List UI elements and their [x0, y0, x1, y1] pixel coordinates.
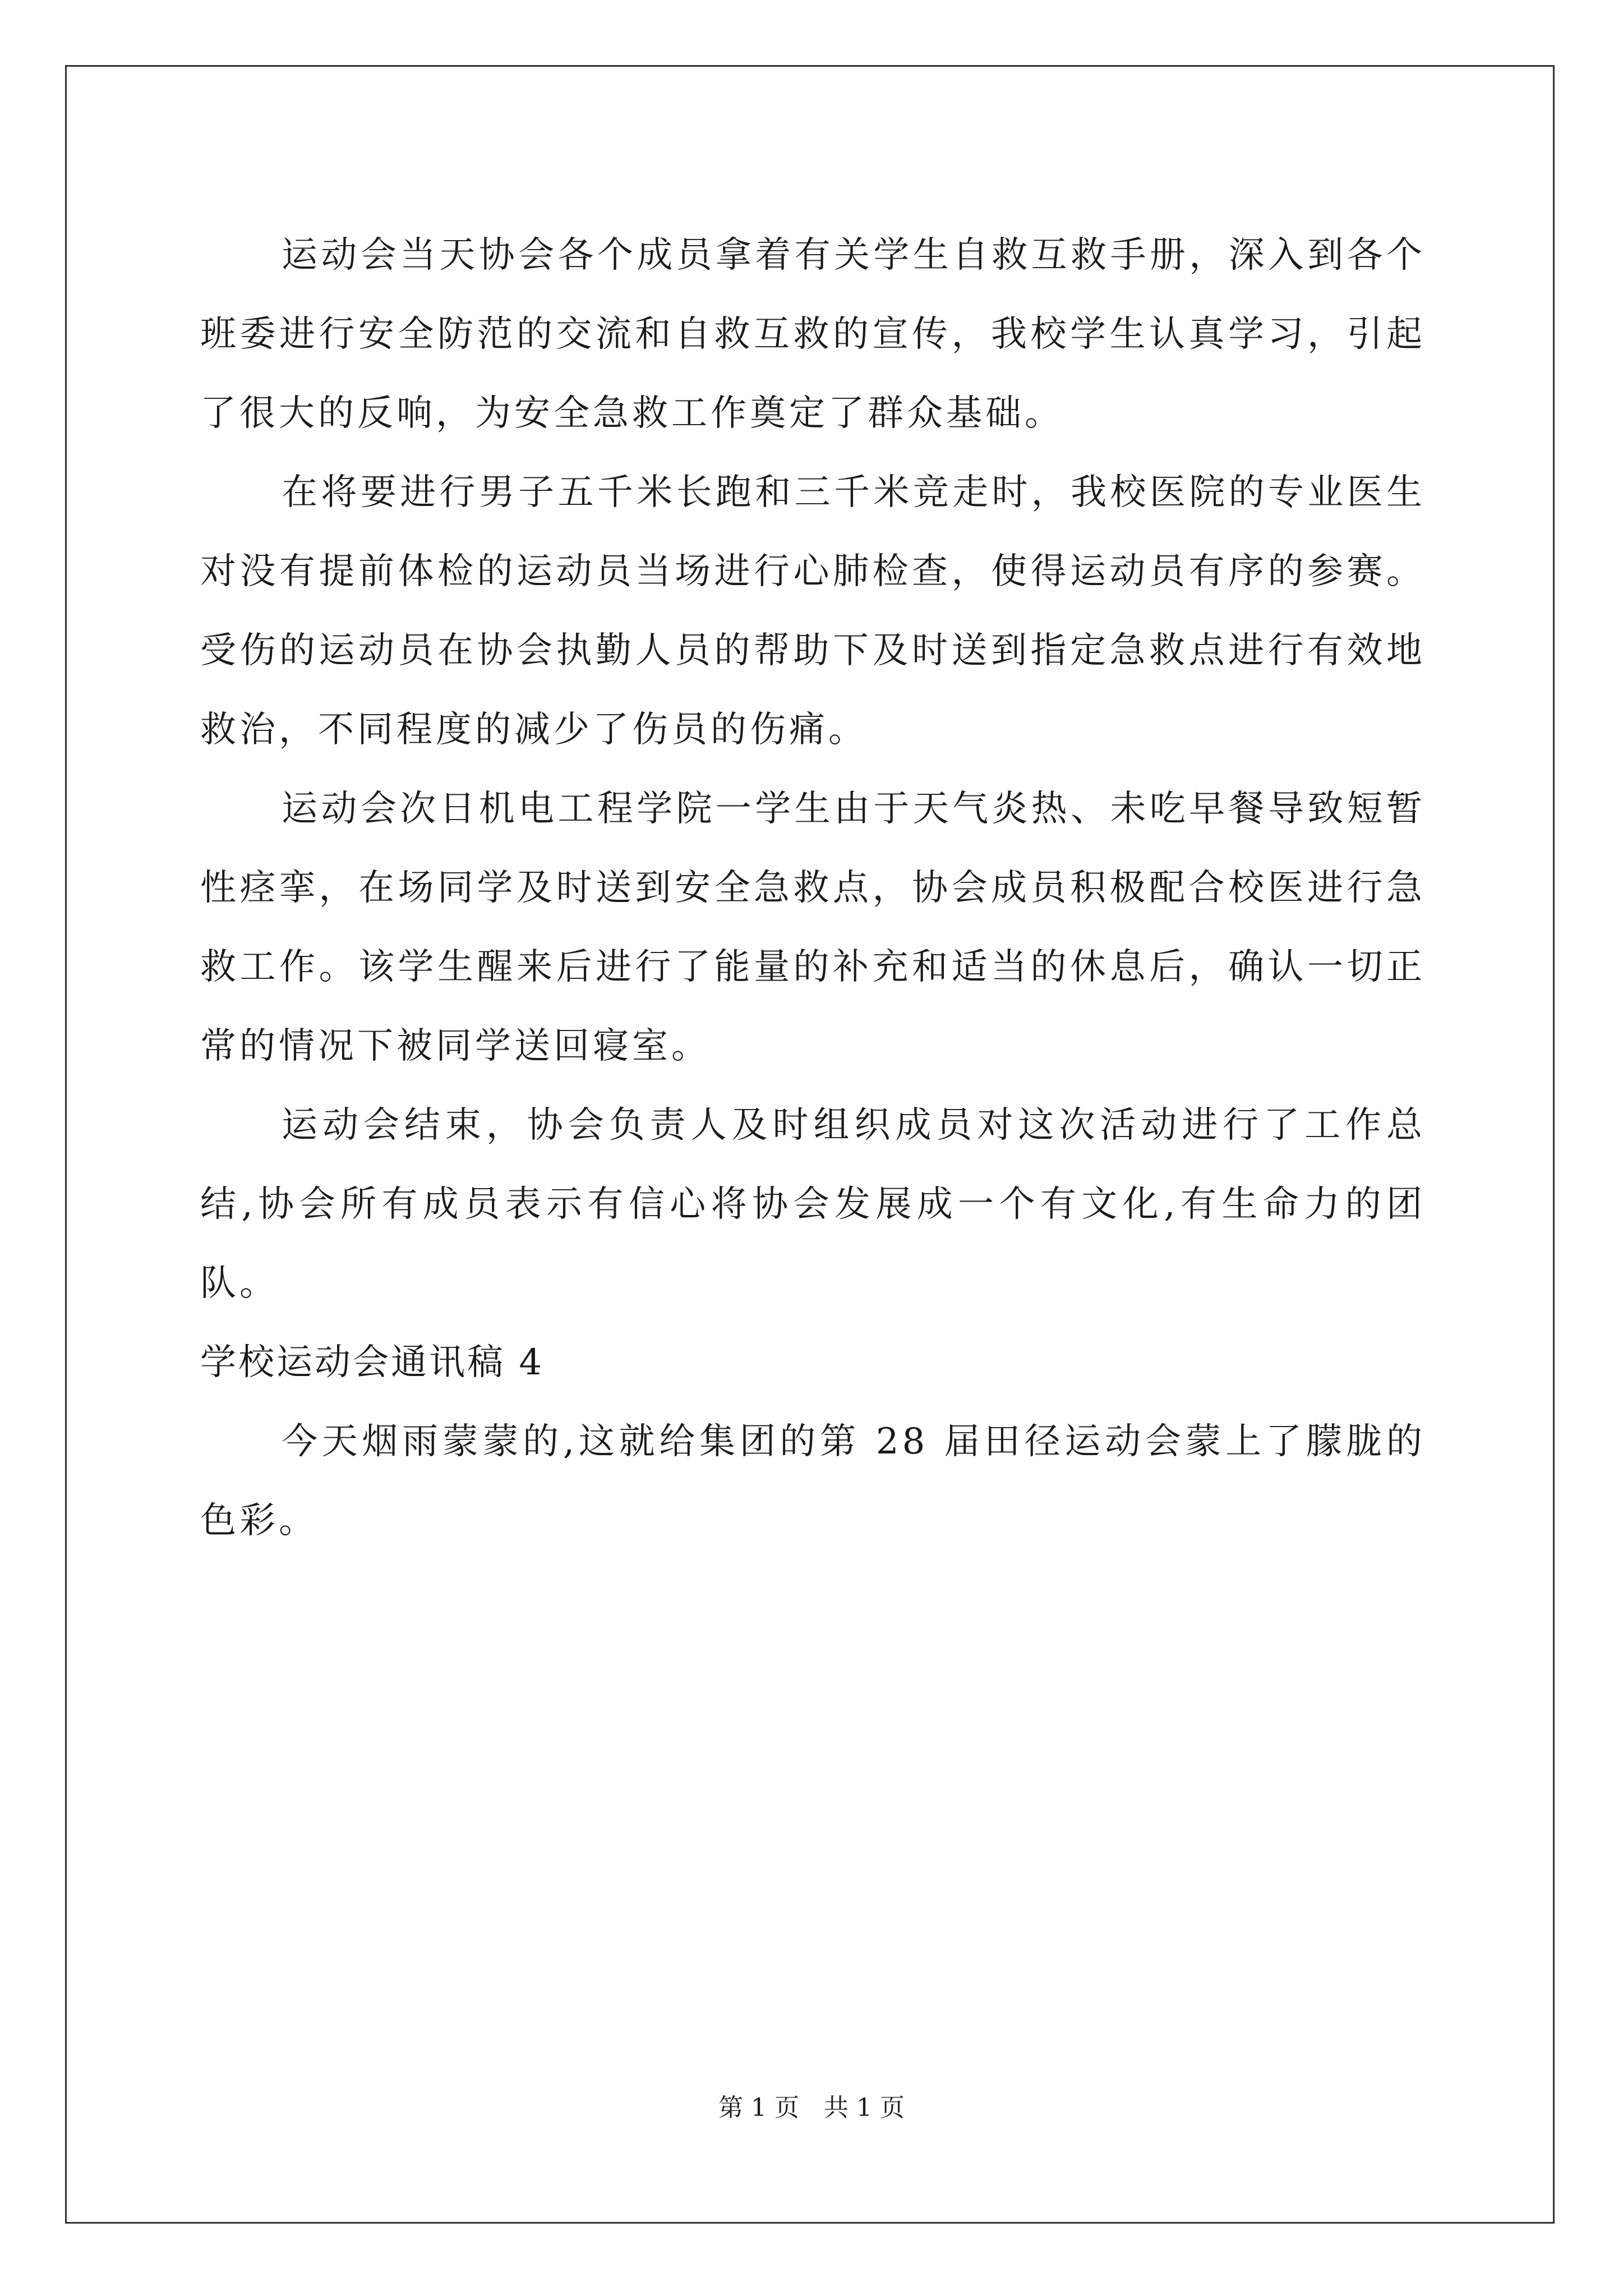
document-body: [200, 216, 1426, 1561]
paragraph-opening: 今天烟雨蒙蒙的,这就给集团的第 28 届田径运动会蒙上了朦胧的色彩。: [200, 1421, 1426, 1542]
page-number-footer: 第 1 页 共 1 页: [718, 2093, 905, 2122]
paragraph-race-checkup: 在将要进行男子五千米长跑和三千米竞走时，我校医院的专业医生对没有提前体检的运动员当场进行心肺检查，使得运动员有序的参赛。受伤的运动员在协会执勤人员的帮助下及时送到指定急救点进行有效地救治，不同程度的减少了伤员的伤痛。: [200, 472, 1426, 751]
paragraph-summary: 运动会结束，协会负责人及时组织成员对这次活动进行了工作总结,协会所有成员表示有信心将协会发展成一个有文化,有生命力的团队。: [200, 1105, 1426, 1304]
section-title: 学校运动会通讯稿 4: [200, 1342, 545, 1383]
paragraph-student-spasm: 运动会次日机电工程学院一学生由于天气炎热、未吃早餐导致短暂性痉挛，在场同学及时送到安全急救点，协会成员积极配合校医进行急救工作。该学生醒来后进行了能量的补充和适当的休息后，确认一切正常的情况下被同学送回寝室。: [200, 788, 1426, 1067]
paragraph-first-aid-manual: 运动会当天协会各个成员拿着有关学生自救互救手册，深入到各个班委进行安全防范的交流和自救互救的宣传，我校学生认真学习，引起了很大的反响，为安全急救工作奠定了群众基础。: [200, 234, 1426, 434]
